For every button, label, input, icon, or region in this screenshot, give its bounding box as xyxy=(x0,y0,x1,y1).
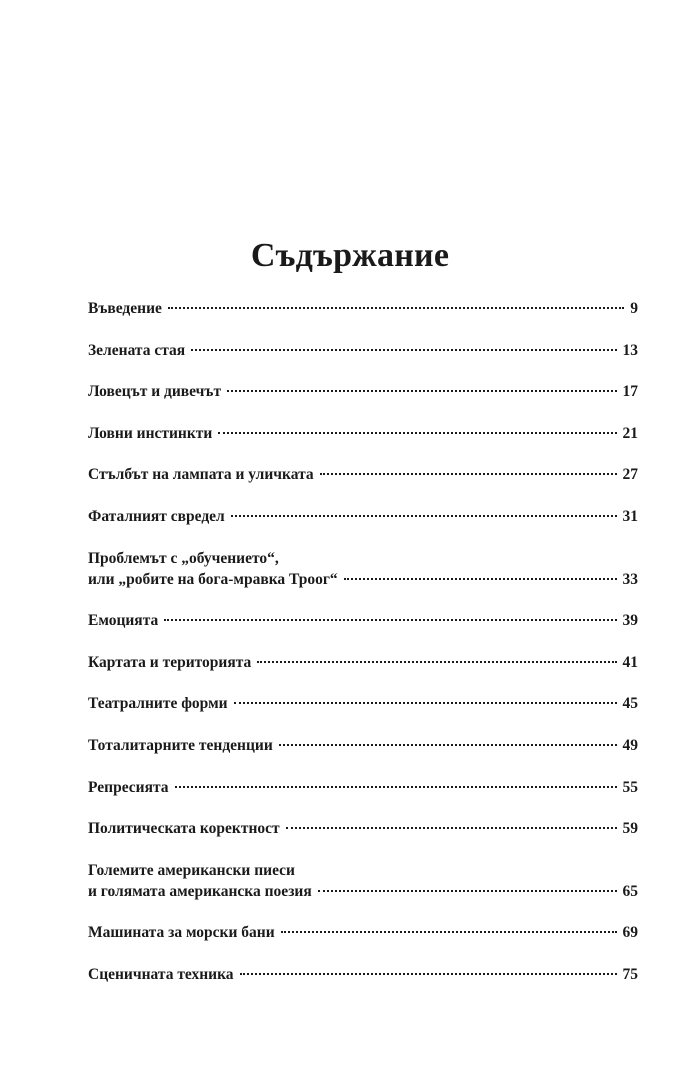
dot-leader xyxy=(227,390,616,392)
toc-line xyxy=(88,506,638,527)
toc-entry-title: Тоталитарните тенденции xyxy=(88,736,273,754)
toc-entry[interactable] xyxy=(88,298,638,319)
dot-leader xyxy=(164,619,616,621)
toc-entry[interactable] xyxy=(88,818,638,839)
dot-leader xyxy=(218,432,616,434)
toc-entry[interactable] xyxy=(88,777,638,798)
toc-entry-title: Фаталният свредел xyxy=(88,507,225,525)
toc-line xyxy=(88,693,638,714)
toc-page-number: 69 xyxy=(622,924,638,942)
dot-leader xyxy=(168,307,624,309)
toc-entry[interactable] xyxy=(88,693,638,714)
dot-leader xyxy=(279,744,617,746)
toc-page-number: 9 xyxy=(630,300,638,317)
toc-line xyxy=(88,569,638,590)
toc-entry-title-line-2: и голямата американска поезия xyxy=(88,882,312,900)
table-of-contents xyxy=(88,298,638,1006)
toc-line xyxy=(88,652,638,673)
toc-page-number: 21 xyxy=(622,424,638,442)
toc-page-number: 13 xyxy=(622,341,638,359)
toc-page-number: 17 xyxy=(622,383,638,401)
page-title: Съдържание xyxy=(250,236,450,274)
toc-entry[interactable] xyxy=(88,922,638,943)
toc-line xyxy=(88,298,638,319)
toc-page-number: 75 xyxy=(622,965,638,983)
toc-page-number: 27 xyxy=(622,466,638,484)
toc-entry[interactable] xyxy=(88,340,638,361)
toc-entry[interactable] xyxy=(88,610,638,631)
dot-leader xyxy=(191,349,616,351)
toc-entry[interactable] xyxy=(88,964,638,985)
dot-leader xyxy=(234,702,617,704)
dot-leader xyxy=(257,661,616,663)
toc-line xyxy=(88,381,638,402)
toc-line xyxy=(88,818,638,839)
toc-entry[interactable] xyxy=(88,860,638,902)
dot-leader xyxy=(286,827,617,829)
toc-entry-title-line-2: или „робите на бога-мравка Троог“ xyxy=(88,570,338,588)
toc-line xyxy=(88,735,638,756)
toc-entry-title-line-1: Големите американски пиеси xyxy=(88,861,295,879)
toc-line xyxy=(88,340,638,361)
toc-entry-title: Въведение xyxy=(88,300,162,317)
toc-entry[interactable] xyxy=(88,548,638,590)
toc-entry-title: Сценичната техника xyxy=(88,965,234,983)
toc-line xyxy=(88,964,638,985)
toc-page-number: 33 xyxy=(622,570,638,588)
toc-line xyxy=(88,777,638,798)
toc-page-number: 65 xyxy=(622,882,638,900)
toc-entry-title: Ловни инстинкти xyxy=(88,424,213,442)
toc-entry[interactable] xyxy=(88,652,638,673)
toc-page-number: 45 xyxy=(622,695,638,713)
toc-entry[interactable] xyxy=(88,735,638,756)
toc-entry[interactable] xyxy=(88,506,638,527)
toc-page-number: 39 xyxy=(622,612,638,630)
toc-line xyxy=(88,881,638,902)
dot-leader xyxy=(320,473,617,475)
toc-entry-title: Политическата коректност xyxy=(88,820,280,838)
toc-line xyxy=(88,610,638,631)
dot-leader xyxy=(175,786,617,788)
toc-entry-title: Ловецът и дивечът xyxy=(88,383,222,401)
toc-entry-title: Театралните форми xyxy=(88,695,228,713)
toc-line xyxy=(88,922,638,943)
toc-entry[interactable] xyxy=(88,464,638,485)
dot-leader xyxy=(318,890,617,892)
toc-entry[interactable] xyxy=(88,381,638,402)
toc-line xyxy=(88,464,638,485)
toc-page-number: 59 xyxy=(622,820,638,838)
dot-leader xyxy=(344,578,617,580)
toc-page-number: 49 xyxy=(622,736,638,754)
toc-entry-title: Стълбът на лампата и уличката xyxy=(88,466,314,484)
dot-leader xyxy=(281,931,617,933)
toc-page-number: 55 xyxy=(622,778,638,796)
toc-entry-title: Картата и територията xyxy=(88,653,252,671)
toc-entry[interactable] xyxy=(88,423,638,444)
dot-leader xyxy=(240,973,617,975)
toc-entry-title: Репресията xyxy=(88,778,169,796)
dot-leader xyxy=(231,515,617,517)
toc-entry-title: Емоцията xyxy=(88,612,159,630)
toc-entry-title-line-1: Проблемът с „обучението“, xyxy=(88,549,279,567)
toc-entry-title: Зелената стая xyxy=(88,341,186,359)
toc-entry-title: Машината за морски бани xyxy=(88,924,275,942)
toc-line xyxy=(88,423,638,444)
toc-page-number: 41 xyxy=(622,653,638,671)
toc-page-number: 31 xyxy=(622,507,638,525)
